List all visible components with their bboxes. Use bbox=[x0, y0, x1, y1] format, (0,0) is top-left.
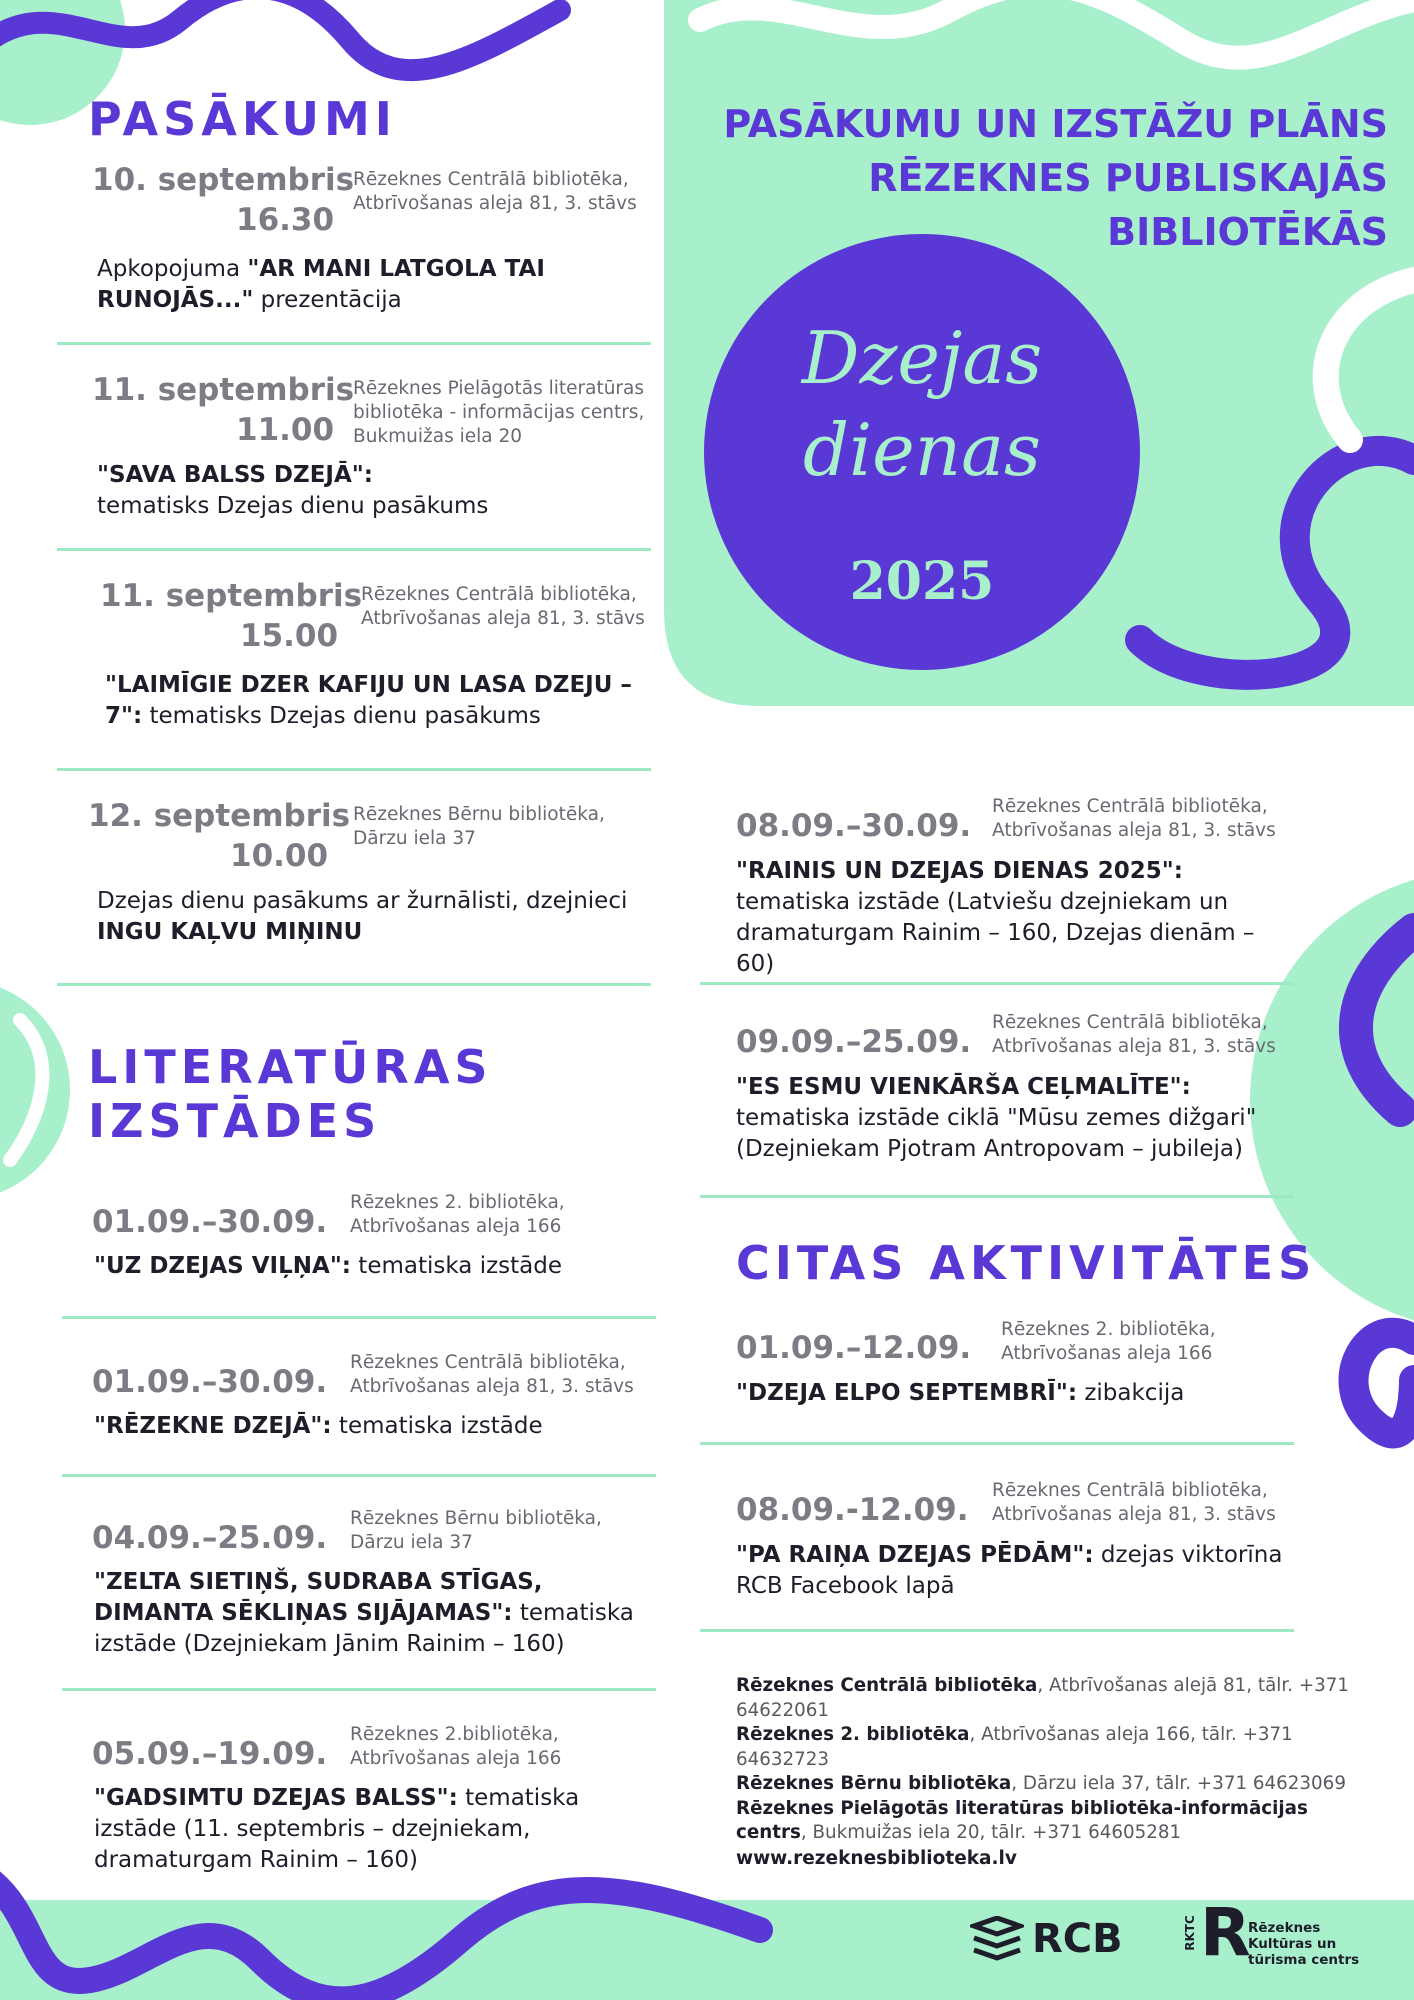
rcb-logo-mark-icon bbox=[970, 1916, 1024, 1964]
event-date: 11. septembris bbox=[100, 578, 363, 614]
divider bbox=[57, 983, 651, 986]
event-venue: Rēzeknes Centrālā bibliotēka, Atbrīvošanas aleja 81, 3. stāvs bbox=[361, 584, 645, 629]
exhibition-description: "RĒZEKNE DZEJĀ": tematiska izstāde bbox=[94, 1413, 543, 1439]
rktc-logo-line3: tūrisma centrs bbox=[1248, 1952, 1360, 1968]
website-link[interactable]: www.rezeknesbiblioteka.lv bbox=[736, 1848, 1017, 1869]
rcb-logo-text: RCB bbox=[1032, 1916, 1123, 1962]
script-swash-right-3 bbox=[1354, 1333, 1414, 1434]
divider bbox=[62, 1316, 656, 1319]
contact-entry: Rēzeknes 2. bibliotēka, Atbrīvošanas aleja 166, tālr. +371 64632723 bbox=[736, 1724, 1293, 1770]
exhibition-date: 04.09.–25.09. bbox=[92, 1520, 328, 1556]
divider bbox=[62, 1474, 656, 1477]
exhibition-venue: Rēzeknes 2.bibliotēka, Atbrīvošanas aleja 166 bbox=[350, 1724, 562, 1769]
event-time: 15.00 bbox=[240, 618, 339, 654]
exhibition-description: "RAINIS UN DZEJAS DIENAS 2025": tematiska izstāde (Latviešu dzejniekam un dramaturgam Rainim – 160, Dzejas dienām – 60) bbox=[736, 858, 1255, 977]
event-description: Dzejas dienu pasākums ar žurnālisti, dzejnieci INGU KAĻVU MIŅINU bbox=[97, 888, 628, 945]
exhibition-venue: Rēzeknes Centrālā bibliotēka, Atbrīvošanas aleja 81, 3. stāvs bbox=[350, 1352, 634, 1397]
exhibition-venue: Rēzeknes Bērnu bibliotēka, Dārzu iela 37 bbox=[350, 1508, 602, 1553]
activity-venue: Rēzeknes Centrālā bibliotēka, Atbrīvošanas aleja 81, 3. stāvs bbox=[992, 1480, 1276, 1525]
exhibition-description: "ES ESMU VIENKĀRŠA CEĻMALĪTE": tematiska izstāde ciklā "Mūsu zemes dižgari" (Dzejniekam Pjotram Antropovam – jubileja) bbox=[736, 1074, 1257, 1162]
section-title-other: CITAS AKTIVITĀTES bbox=[736, 1236, 1317, 1290]
exhibition-description: "GADSIMTU DZEJAS BALSS": tematiska izstāde (11. septembris – dzejniekam, dramaturgam Rainim – 160) bbox=[94, 1785, 580, 1873]
event-description: "SAVA BALSS DZEJĀ": tematisks Dzejas dienu pasākums bbox=[97, 462, 489, 519]
event-description: Apkopojuma "AR MANI LATGOLA TAI RUNOJĀS..." prezentācija bbox=[97, 256, 545, 313]
badge-title-line1: Dzejas bbox=[801, 316, 1043, 400]
activity-venue: Rēzeknes 2. bibliotēka, Atbrīvošanas aleja 166 bbox=[1001, 1319, 1216, 1364]
event-date: 12. septembris bbox=[88, 798, 351, 834]
event-time: 10.00 bbox=[230, 838, 329, 874]
activity-date: 01.09.–12.09. bbox=[736, 1330, 972, 1366]
rktc-logo-mark: R bbox=[1200, 1894, 1251, 1971]
event-venue: Rēzeknes Bērnu bibliotēka, Dārzu iela 37 bbox=[353, 804, 605, 849]
divider bbox=[700, 1442, 1294, 1445]
exhibition-description: "UZ DZEJAS VIĻŅA": tematiska izstāde bbox=[94, 1253, 562, 1279]
exhibition-venue: Rēzeknes Centrālā bibliotēka, Atbrīvošanas aleja 81, 3. stāvs bbox=[992, 1012, 1276, 1057]
event-time: 11.00 bbox=[236, 412, 335, 448]
section-title-events: PASĀKUMI bbox=[88, 92, 397, 146]
exhibition-date: 01.09.–30.09. bbox=[92, 1204, 328, 1240]
divider bbox=[700, 1629, 1294, 1632]
activity-description: "PA RAIŅA DZEJAS PĒDĀM": dzejas viktorīna RCB Facebook lapā bbox=[736, 1542, 1283, 1599]
exhibition-description: "ZELTA SIETIŅŠ, SUDRABA STĪGAS, DIMANTA SĒKLIŅAS SIJĀJAMAS": tematiska izstāde (Dzejniekam Jānim Rainim – 160) bbox=[94, 1569, 634, 1657]
exhibition-venue: Rēzeknes 2. bibliotēka, Atbrīvošanas aleja 166 bbox=[350, 1192, 565, 1237]
rktc-logo-line1: Rēzeknes bbox=[1248, 1920, 1321, 1936]
rktc-logo bbox=[1182, 1894, 1386, 1972]
exhibition-date: 05.09.–19.09. bbox=[92, 1736, 328, 1772]
event-date: 11. septembris bbox=[92, 372, 355, 408]
exhibition-date: 08.09.–30.09. bbox=[736, 808, 972, 844]
rktc-logo-vertical-text: RKTC bbox=[1182, 1915, 1197, 1951]
event-date: 10. septembris bbox=[92, 162, 355, 198]
contact-entry: Rēzeknes Bērnu bibliotēka, Dārzu iela 37, tālr. +371 64623069 bbox=[736, 1773, 1346, 1794]
divider bbox=[62, 1688, 656, 1691]
exhibition-date: 01.09.–30.09. bbox=[92, 1364, 328, 1400]
divider bbox=[57, 768, 651, 771]
library-contacts bbox=[736, 1674, 1376, 1846]
rcb-logo bbox=[970, 1912, 1130, 1968]
divider bbox=[57, 342, 651, 345]
exhibition-venue: Rēzeknes Centrālā bibliotēka, Atbrīvošanas aleja 81, 3. stāvs bbox=[992, 796, 1276, 841]
event-time: 16.30 bbox=[236, 202, 335, 238]
section-title-exhibitions: LITERATŪRAS IZSTĀDES bbox=[88, 1040, 493, 1149]
badge-year: 2025 bbox=[849, 551, 995, 612]
plan-title: PASĀKUMU UN IZSTĀŽU PLĀNS RĒZEKNES PUBLISKAJĀS BIBLIOTĒKĀS bbox=[723, 102, 1388, 254]
activity-date: 08.09.-12.09. bbox=[736, 1492, 969, 1528]
activity-description: "DZEJA ELPO SEPTEMBRĪ": zibakcija bbox=[736, 1380, 1185, 1406]
contact-entry: Rēzeknes Pielāgotās literatūras bibliotēka-informācijas centrs, Bukmuižas iela 20, tālr. +371 64605281 bbox=[736, 1797, 1308, 1843]
divider bbox=[57, 548, 651, 551]
event-venue: Rēzeknes Pielāgotās literatūras bibliotēka - informācijas centrs, Bukmuižas iela 20 bbox=[353, 378, 645, 447]
contact-entry: Rēzeknes Centrālā bibliotēka, Atbrīvošanas alejā 81, tālr. +371 64622061 bbox=[736, 1675, 1350, 1721]
event-venue: Rēzeknes Centrālā bibliotēka, Atbrīvošanas aleja 81, 3. stāvs bbox=[353, 169, 637, 214]
divider bbox=[700, 982, 1294, 985]
rktc-logo-line2: Kultūras un bbox=[1248, 1936, 1337, 1952]
divider bbox=[700, 1195, 1294, 1198]
badge-title-line2: dienas bbox=[803, 408, 1041, 492]
exhibition-date: 09.09.–25.09. bbox=[736, 1024, 972, 1060]
event-description: "LAIMĪGIE DZER KAFIJU UN LASA DZEJU – 7": tematisks Dzejas dienu pasākums bbox=[105, 672, 632, 729]
